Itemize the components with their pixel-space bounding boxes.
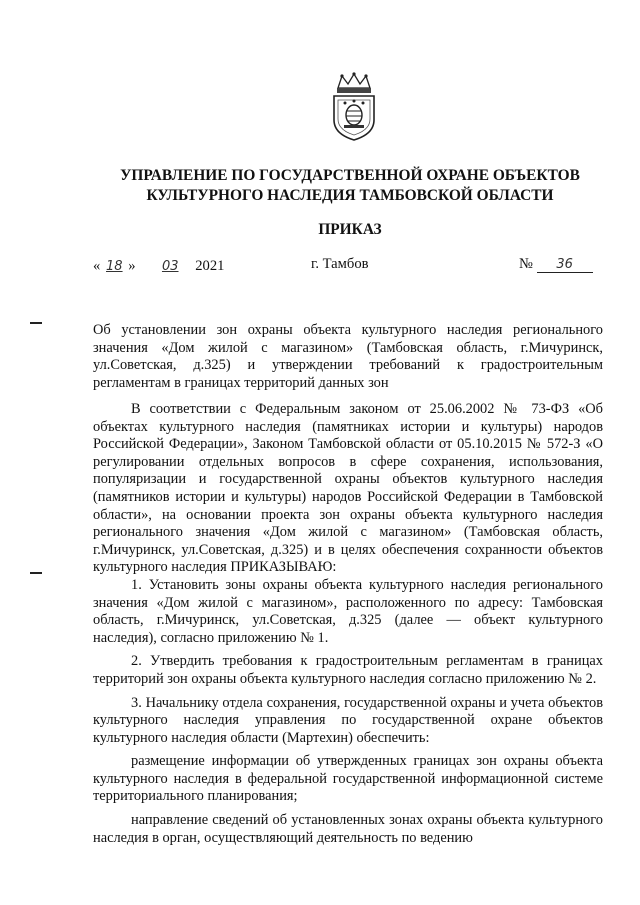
document-type: ПРИКАЗ	[318, 221, 382, 238]
order-subject: Об установлении зон охраны объекта культурного наследия регионального значения «Дом жилой с магазином» (Тамбовская область, г.Мичуринск, ул.Советская, д.325) и утверждении требований к градостроительным регламентам в границах территорий данных зон	[93, 322, 603, 391]
date-close-quote: »	[128, 258, 136, 274]
agency-name-line-2: КУЛЬТУРНОГО НАСЛЕДИЯ ТАМБОВСКОЙ ОБЛАСТИ	[146, 187, 554, 204]
date-open-quote: «	[93, 258, 101, 274]
body-paragraph: 1. Установить зоны охраны объекта культурного наследия регионального значения «Дом жилой с магазином», расположенного по адресу: Тамбовская область, г.Мичуринск, ул.Советская, д.325 (далее — объект культурного наследия), согласно приложению № 1.	[93, 576, 603, 646]
body-paragraph: 3. Начальнику отдела сохранения, государственной охраны и учета объектов культурного наследия управления по государственной охране объектов культурного наследия области (Мартехин) обеспечить:	[93, 694, 603, 746]
date-year: 2021	[195, 258, 225, 274]
body-paragraph: размещение информации об утвержденных границах зон охраны объекта культурного наследия в федеральной государственной информационной системе территориального планирования;	[93, 753, 603, 805]
agency-name-line-1: УПРАВЛЕНИЕ ПО ГОСУДАРСТВЕННОЙ ОХРАНЕ ОБЪЕКТОВ	[120, 167, 580, 184]
body-paragraph: В соответствии с Федеральным законом от 25.06.2002 № 73-ФЗ «Об объектах культурного наследия (памятниках истории и культуры) народов Российской Федерации», Законом Тамбовской области от 05.10.2015 № 572-З «О регулировании отдельных вопросов в сфере сохранения, использования, популяризации и государственной охраны объектов культурного наследия (памятников истории и культуры) народов Российской Федерации в Тамбовской области», на основании проекта зон охраны объекта культурного наследия регионального значения «Дом жилой с магазином» (Тамбовская область, г.Мичуринск, ул.Советская, д.325) и в целях обеспечения сохранности объектов культурного наследия ПРИКАЗЫВАЮ:	[93, 401, 603, 576]
order-date	[93, 256, 224, 277]
margin-mark	[30, 572, 42, 574]
tambov-coat-of-arms-icon	[328, 70, 380, 142]
order-city: г. Тамбов	[311, 256, 369, 272]
agency-name	[0, 166, 640, 206]
body-paragraph: направление сведений об установленных зонах охраны объекта культурного наследия в орган, осуществляющий деятельность по ведению	[93, 812, 603, 846]
order-number	[519, 256, 593, 273]
number-value: 36	[537, 257, 593, 273]
number-label: №	[519, 256, 533, 272]
date-day: 18	[106, 259, 123, 274]
margin-mark	[30, 322, 42, 324]
date-month: 03	[161, 259, 179, 274]
body-paragraph: 2. Утвердить требования к градостроительным регламентам в границах территорий зон охраны объекта культурного наследия согласно приложению № 2.	[93, 653, 603, 687]
order-body	[93, 401, 603, 847]
